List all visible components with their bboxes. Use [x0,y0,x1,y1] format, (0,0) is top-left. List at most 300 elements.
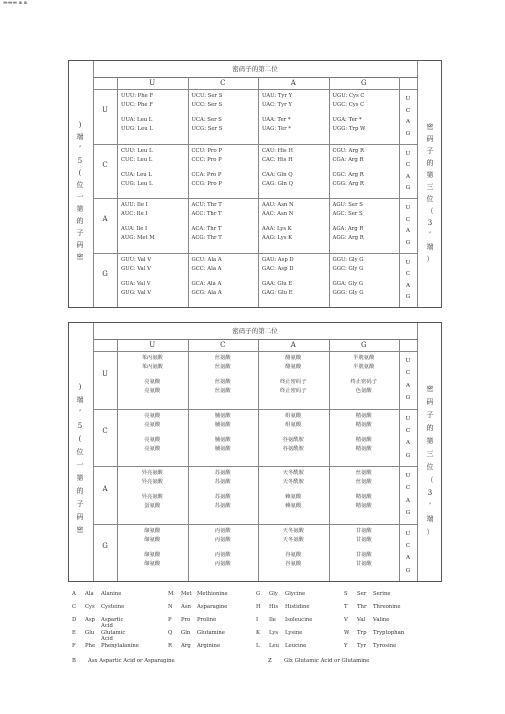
right-axis-char: 第 [426,437,434,445]
codon-cell: 脯氨酸 [214,421,231,428]
legend-abbrev: Val [357,617,366,623]
codon-cell: GAU: Asp D [262,256,294,263]
codon-cell: 丙氨酸 [214,560,231,567]
third-base-label: G [405,239,411,246]
codon-cell: GUG: Val V [121,289,152,296]
legend-name: Aspartic Acid [101,617,124,629]
third-base-label: G [405,452,411,459]
third-base-label: C [405,162,411,169]
right-axis-char: 端 [426,243,434,251]
legend-code: W [344,630,350,636]
codon-cell: UAC: Tyr Y [262,102,292,108]
codon-cell: 天冬氨酸 [282,527,304,534]
codon-cell: 丙氨酸 [214,551,231,558]
codon-cell: UAA: Ter * [262,117,291,123]
left-divider [93,323,94,581]
codon-cell: 缬氨酸 [144,560,161,567]
codon-cell: 脯氨酸 [214,436,231,443]
codon-cell: AAC: Asn N [262,211,294,217]
third-base-label: A [405,440,411,447]
codon-cell: 亮氨酸 [144,421,161,428]
third-base-label: C [405,542,411,549]
codon-cell: AUC: Ile I [121,211,148,217]
codon-cell: GCA: Ala A [191,280,222,287]
legend-code: Q [168,630,173,636]
codon-cell: 甘氨酸 [355,551,372,558]
codon-cell: CUU: Leu L [121,147,153,154]
codon-cell: GCC: Ala A [191,265,222,272]
right-axis-char: 密 [426,385,434,393]
legend-name: Cysteine [101,604,125,610]
right-axis-char: 子 [426,411,434,419]
column-divider [188,339,189,581]
first-base-divider [117,77,118,307]
legend-code: C [72,604,77,610]
second-base-header: G [360,79,367,87]
codon-cell: 半胱氨酸 [353,364,375,370]
codon-cell: UUA: Leu L [121,117,153,123]
legend-name: Isoleucine [285,617,313,623]
legend-name: Valine [373,617,390,623]
codon-cell: CCA: Pro P [191,171,222,178]
legend-abbrev: Gln [181,630,191,636]
codon-cell: 丝氨酸 [214,379,231,385]
legend-abbrev: Pro [181,617,191,623]
codon-cell: GCG: Ala A [191,289,222,296]
third-base-label: U [405,205,411,211]
third-base-label: C [405,427,411,434]
first-base-divider [117,339,118,581]
third-base-label: U [405,96,411,102]
third-base-label: G [405,130,411,137]
codon-cell: 谷氨酰胺 [282,445,304,452]
legend-name: Glutamine [197,630,225,636]
third-base-label: G [405,294,411,301]
right-axis-char: 3 [427,219,433,227]
codon-cell: 缬氨酸 [144,536,161,543]
right-axis-char: 的 [426,159,434,167]
left-axis-char: ( [78,169,82,177]
second-position-title: 密码子的第二位 [93,323,417,340]
first-base-label: G [102,269,108,278]
codon-cell: GUU: Val V [121,256,152,263]
legend-abbrev: Cys [85,604,95,610]
codon-cell: 缬氨酸 [144,551,161,558]
left-axis-char: 码 [76,513,84,521]
codon-table-abbrev [68,60,442,308]
right-axis-char: ’ [428,231,432,239]
right-axis-char: （ [426,207,434,215]
legend-name: Leucine [285,643,307,649]
codon-cell: UCG: Ser S [191,126,223,132]
left-axis-char: ) [78,121,82,129]
legend-abbrev: Ile [269,617,276,623]
codon-cell: GGU: Gly G [332,256,364,263]
left-axis-char: 密 [76,526,84,534]
left-axis-char: 5 [77,422,83,430]
codon-cell: 酪氨酸 [285,355,302,361]
group-divider [93,466,417,467]
legend-name: Asparagine [197,604,228,610]
codon-cell: CCG: Pro P [191,180,222,187]
third-base-label: U [405,530,411,537]
right-axis-char: （ [426,476,434,484]
legend-code: A [72,591,76,597]
codon-cell: 脯氨酸 [214,445,231,452]
legend-abbrev: Phe [85,643,96,649]
column-divider [188,77,189,307]
legend-abbrev: His [269,604,279,610]
codon-cell: 精氨酸 [355,503,372,509]
codon-cell: 赖氨酸 [285,494,302,500]
codon-cell: 天冬酰胺 [282,470,304,476]
column-divider [329,339,330,581]
codon-cell: 甘氨酸 [355,560,372,567]
legend-code: R [168,643,172,649]
left-axis-char: 子 [76,500,84,508]
left-axis-char: 码 [76,241,84,249]
third-base-label: G [405,395,411,402]
third-base-label: U [405,150,411,157]
codon-cell: UUG: Leu L [121,126,153,132]
right-axis-char: 位 [426,195,434,203]
second-base-header: U [149,79,156,87]
legend-code: K [256,630,260,636]
codon-cell: CAU: His H [262,147,293,154]
third-base-label: A [405,282,411,289]
first-base-label: U [102,106,108,115]
legend-abbrev: Lys [269,630,279,636]
codon-cell: 苯丙氨酸 [141,355,163,361]
codon-cell: 精氨酸 [355,445,372,452]
codon-cell: 谷氨酸 [285,560,302,567]
codon-cell: 组氨酸 [285,421,302,428]
third-base-label: A [405,119,411,126]
legend-name: Histidine [285,604,310,610]
codon-cell: 终止密码子 [280,379,307,385]
legend-abbrev: Trp [357,630,367,636]
codon-cell: 亮氨酸 [144,436,161,443]
codon-cell: GGG: Gly G [332,289,364,296]
codon-cell: 脯氨酸 [214,412,231,419]
codon-cell: 丝氨酸 [214,388,231,394]
codon-cell: 亮氨酸 [144,379,161,385]
codon-cell: 苏氨酸 [214,494,231,500]
codon-cell: 缬氨酸 [144,527,161,534]
codon-cell: CGG: Arg R [332,180,364,187]
legend-name: Threonine [373,604,401,610]
codon-cell: AGA: Arg R [332,226,364,232]
codon-cell: 甘氨酸 [355,527,372,534]
group-divider [93,198,417,199]
legend-code: T [344,604,348,610]
codon-cell: 蛋氨酸 [144,503,161,509]
legend-code: F [72,643,76,649]
third-base-label: C [405,107,411,114]
codon-cell: 丝氨酸 [355,479,372,485]
legend-abbrev: Arg [181,643,191,649]
codon-cell: AAG: Lys K [262,235,293,241]
third-base-label: G [405,510,411,517]
codon-cell: 丝氨酸 [214,355,231,361]
codon-cell: 丝氨酸 [355,470,372,476]
right-divider [417,61,418,307]
codon-cell: AGU: Ser S [332,202,363,208]
legend-code: H [256,604,261,610]
right-axis-char: 的 [426,424,434,432]
right-axis-char: 位 [426,463,434,471]
codon-cell: GGC: Gly G [332,265,364,272]
right-axis-char: 三 [426,183,434,191]
codon-cell: UAG: Ter * [262,126,291,132]
legend-code: Y [344,643,348,649]
codon-cell: 精氨酸 [355,412,372,419]
left-divider [93,61,94,307]
third-base-label: U [405,415,411,422]
codon-cell: 苏氨酸 [214,479,231,485]
left-axis-char: 第 [76,474,84,482]
codon-cell: 苯丙氨酸 [141,364,163,370]
codon-cell: UGC: Cys C [332,102,365,108]
left-axis-char: 端 [76,396,84,404]
second-base-header: C [220,341,226,349]
third-base-label: U [405,473,411,479]
right-axis-char: 码 [426,398,434,406]
first-base-label: G [102,542,108,551]
legend-abbrev: Gly [269,591,278,597]
legend-name: Serine [373,591,391,597]
codon-cell: 亮氨酸 [144,388,161,394]
legend-code: V [344,617,348,623]
codon-cell: UCC: Ser S [191,102,223,108]
left-axis-char: 端 [76,133,84,141]
codon-cell: CUA: Leu L [121,171,152,178]
codon-cell: UGG: Trp W [332,126,366,132]
right-axis-char: 密 [426,123,434,131]
group-divider [93,409,417,410]
codon-cell: UUU: Phe F [121,93,154,99]
third-base-label: U [405,259,411,266]
codon-cell: AUU: Ile I [121,202,148,208]
right-axis-char: 端 [426,515,434,523]
codon-cell: 精氨酸 [355,421,372,428]
column-divider [258,77,259,307]
codon-cell: 精氨酸 [355,436,372,443]
codon-cell: UUC: Phe F [121,102,153,108]
codon-cell: 酪氨酸 [285,364,302,370]
codon-cell: 终止密码子 [280,388,307,394]
footer-z-code: Z [268,658,272,664]
second-base-header: C [220,79,226,87]
legend-abbrev: Ser [357,591,367,597]
codon-cell: 半胱氨酸 [353,355,375,361]
column-header-line [93,89,417,90]
codon-cell: GAA: Glu E [262,280,293,287]
codon-cell: CAG: Gln Q [262,180,293,187]
left-axis-char: 的 [76,487,84,495]
codon-cell: CGA: Arg R [332,156,364,163]
codon-cell: 丙氨酸 [214,527,231,534]
legend-code: N [168,604,173,610]
codon-cell: 苏氨酸 [214,503,231,509]
footer-b-text: Asx Aspartic Acid or Asparagine [88,658,175,664]
group-divider [93,144,417,145]
legend-abbrev: Glu [85,630,95,636]
left-axis-char: 5 [77,157,83,165]
column-header-line [93,351,417,352]
right-axis-char: 三 [426,450,434,458]
codon-cell: ACA: Thr T [191,226,222,232]
codon-cell: 异亮氨酸 [141,494,163,500]
legend-code: E [72,630,76,636]
third-base-label: A [405,173,411,180]
codon-cell: 赖氨酸 [285,503,302,509]
codon-cell: AUG: Met M [121,235,155,241]
legend-abbrev: Leu [269,643,280,649]
codon-cell: CCC: Pro P [191,156,222,163]
left-axis-char: 的 [76,217,84,225]
right-divider [417,323,418,581]
codon-cell: 组氨酸 [285,412,302,419]
footer-b-code: B [72,658,76,664]
codon-cell: 谷氨酸 [285,551,302,558]
first-base-label: C [102,160,108,169]
codon-cell: CCU: Pro P [191,147,222,154]
left-axis-char: 位 [76,448,84,456]
codon-cell: CGU: Arg R [332,147,364,154]
legend-code: I [256,617,259,623]
codon-cell: AUA: Ile I [121,226,148,232]
legend-name: Phenylalanine [101,643,139,649]
legend-abbrev: Ala [85,591,94,597]
third-base-label: C [405,485,411,492]
codon-cell: GAG: Glu E [262,289,293,296]
third-base-label: A [405,228,411,235]
third-base-label: C [405,370,411,377]
legend-name: Methionine [197,591,228,597]
codon-cell: GAC: Asp D [262,265,294,272]
third-base-label: C [405,271,411,278]
codon-cell: 亮氨酸 [144,445,161,452]
codon-cell: UCU: Ser S [191,93,223,99]
codon-cell: GGA: Gly G [332,280,364,287]
legend-name: Arginine [197,643,221,649]
codon-cell: GCU: Ala A [191,256,222,263]
legend-name: Glycine [285,591,306,597]
codon-cell: 天冬氨酸 [282,536,304,543]
right-axis-char: 码 [426,135,434,143]
codon-cell: 天冬酰胺 [282,479,304,485]
left-axis-char: 密 [76,253,84,261]
legend-abbrev: Met [181,591,192,597]
codon-cell: AAA: Lys K [262,226,292,232]
legend-code: D [72,617,77,623]
legend-code: L [256,643,260,649]
third-base-label: A [405,382,411,389]
left-axis-char: ) [78,383,82,391]
codon-cell: 精氨酸 [355,494,372,500]
legend-abbrev: Asn [181,604,191,610]
codon-cell: 异亮氨酸 [141,470,163,476]
first-base-label: A [102,215,108,224]
codon-cell: ACU: Thr T [191,202,222,208]
right-axis-char: ） [426,528,434,536]
legend-abbrev: Thr [357,604,367,610]
codon-cell: UCA: Ser S [191,117,222,123]
first-base-label: A [102,484,108,493]
codon-cell: AAU: Asn N [262,202,294,208]
right-axis-char: 3 [427,489,433,497]
right-axis-char: ’ [428,502,432,510]
codon-cell: GUC: Val V [121,265,151,272]
group-divider [93,524,417,525]
codon-cell: 亮氨酸 [144,412,161,419]
codon-cell: 终止密码子 [350,379,377,385]
codon-cell: CUC: Leu L [121,156,153,163]
third-base-label: C [405,216,411,223]
codon-cell: 色氨酸 [355,388,372,394]
left-axis-char: 位 [76,181,84,189]
left-axis-char: 一 [76,193,84,201]
legend-name: Glutamic Acid [101,630,126,642]
left-axis-char: 一 [76,461,84,469]
codon-cell: 丝氨酸 [214,364,231,370]
left-axis-char: ’ [78,409,82,417]
right-axis-char: 第 [426,171,434,179]
codon-cell: UAU: Tyr Y [262,93,293,99]
codon-cell: UGA: Ter * [332,117,362,123]
codon-cell: 甘氨酸 [355,536,372,543]
column-divider [258,339,259,581]
third-base-label: G [405,185,411,192]
left-axis-char: 子 [76,229,84,237]
legend-code: S [344,591,348,597]
second-position-title: 密码子的第二位 [93,61,417,78]
first-base-label: U [102,369,108,378]
legend-name: Alanine [101,591,122,597]
right-axis-char: ） [426,255,434,263]
codon-table-chinese [68,322,442,582]
page-mark: ▬▬▬ ▪ ▪ [3,0,28,6]
codon-cell: ACC: Thr T [191,211,222,217]
codon-cell: 丙氨酸 [214,536,231,543]
left-axis-char: 第 [76,205,84,213]
group-divider [93,253,417,254]
second-base-header: A [290,341,296,349]
codon-cell: CGC: Arg R [332,171,364,178]
legend-code: M [168,591,174,597]
left-axis-char: ( [78,435,82,443]
first-base-label: C [102,427,108,436]
third-base-label: U [405,358,411,364]
left-axis-char: ’ [78,145,82,153]
legend-code: G [256,591,261,597]
legend-name: Lysine [285,630,303,636]
legend-abbrev: Asp [85,617,95,623]
third-base-label: A [405,497,411,504]
codon-cell: 苏氨酸 [214,470,231,476]
codon-cell: UGU: Cys C [332,93,365,99]
legend-name: Proline [197,617,217,623]
third-base-label: G [405,567,411,574]
legend-code: P [168,617,172,623]
codon-cell: CUG: Leu L [121,180,153,187]
right-axis-char: 子 [426,147,434,155]
legend-name: Tyrosine [373,643,397,649]
third-base-label: A [405,555,411,562]
legend-name: Tryptophan [373,630,405,636]
codon-cell: CAC: His H [262,156,293,163]
